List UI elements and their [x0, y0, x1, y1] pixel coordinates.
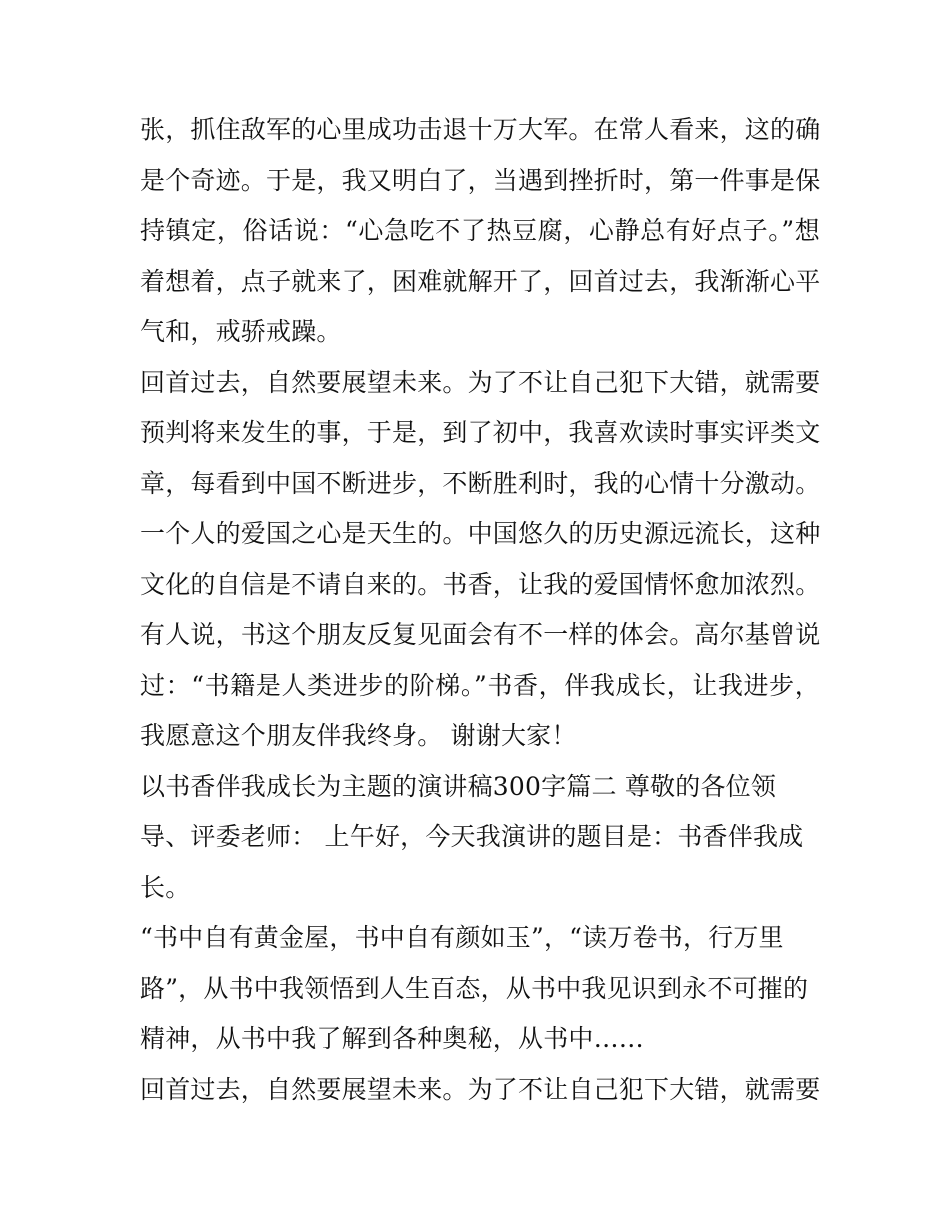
text-line: 长。 [140, 872, 191, 902]
text-line: 回首过去，自然要展望未来。为了不让自己犯下大错，就需要 [140, 367, 820, 397]
text-line: 回首过去，自然要展望未来。为了不让自己犯下大错，就需要 [140, 1074, 820, 1104]
text-line: 以书香伴我成长为主题的演讲稿300字篇二 尊敬的各位领 [140, 771, 777, 801]
text-line: 文化的自信是不请自来的。书香，让我的爱国情怀愈加浓烈。 [140, 569, 820, 599]
text-line: 导、评委老师： 上午好，今天我演讲的题目是：书香伴我成 [140, 822, 804, 851]
text-line: 着想着，点子就来了，困难就解开了，回首过去，我渐渐心平 [140, 266, 820, 296]
paragraph-4 [140, 913, 820, 1065]
text-line: 气和，戒骄戒躁。 [140, 317, 342, 346]
paragraph-5 [140, 1065, 820, 1116]
text-line: 精神，从书中我了解到各种奥秘，从书中…… [140, 1024, 645, 1053]
text-line: 张，抓住敌军的心里成功击退十万大军。在常人看来，这的确 [140, 115, 820, 144]
paragraph-2 [140, 358, 820, 762]
text-line: 章，每看到中国不断进步，不断胜利时，我的心情十分激动。 [140, 468, 820, 498]
text-line: 路”，从书中我领悟到人生百态，从书中我见识到永不可摧的 [140, 973, 809, 1003]
text-line: “书中自有黄金屋，书中自有颜如玉”，“读万卷书，行万里 [140, 923, 784, 952]
text-line: 我愿意这个朋友伴我终身。 谢谢大家！ [140, 721, 577, 750]
text-line: 一个人的爱国之心是天生的。中国悠久的历史源远流长，这种 [140, 519, 820, 548]
text-line: 有人说，书这个朋友反复见面会有不一样的体会。高尔基曾说 [140, 620, 820, 649]
paragraph-3 [140, 762, 820, 914]
document-body [140, 105, 820, 1115]
text-line: 过：“书籍是人类进步的阶梯。”书香，伴我成长，让我进步， [140, 670, 820, 700]
paragraph-1 [140, 105, 820, 358]
text-line: 是个奇迹。于是，我又明白了，当遇到挫折时，第一件事是保 [140, 165, 820, 195]
text-line: 预判将来发生的事，于是，到了初中，我喜欢读时事实评类文 [140, 418, 820, 447]
text-line: 持镇定，俗话说：“心急吃不了热豆腐，心静总有好点子。”想 [140, 216, 820, 245]
